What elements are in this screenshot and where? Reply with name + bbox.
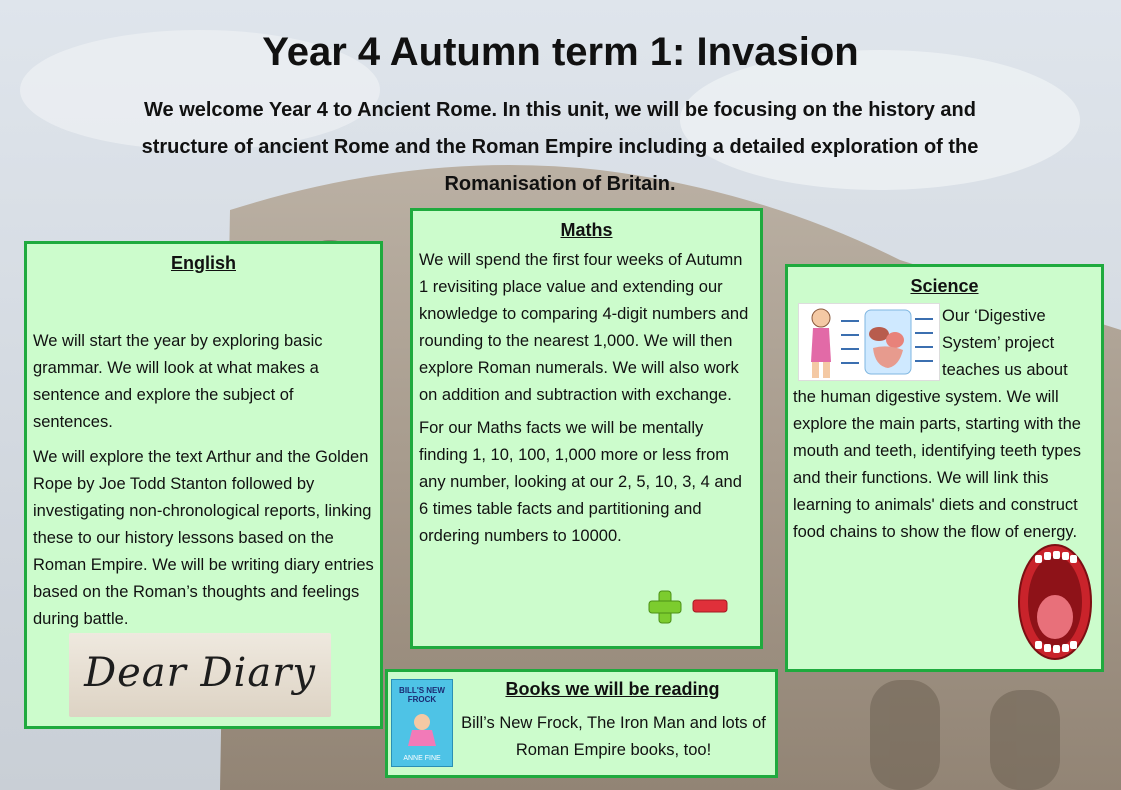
maths-panel [410,208,763,649]
books-panel [385,669,778,778]
books-heading: Books we will be reading [505,679,720,699]
english-panel [24,241,383,729]
digestive-system-diagram [798,303,940,381]
page-title: Year 4 Autumn term 1: Invasion [262,30,859,74]
english-heading: English [170,253,236,273]
plus-icon [649,591,681,623]
maths-paragraph-2: For our Maths facts we will be mentally finding 1, 10, 100, 1,000 more or less from any number, looking at our 2, 5, 10, 3, 4 and 6 times table facts and partitioning and ordering numbers to 10000. [419,419,742,545]
intro-text: We welcome Year 4 to Ancient Rome. In this unit, we will be focusing on the history and structure of ancient Rome and the Roman Empire including a detailed exploration of the Romanisation of Britain. [141,99,979,195]
maths-heading: Maths [560,220,613,240]
science-text-beside-image: Our ‘Digestive System’ project teaches us about [942,307,1068,379]
book-cover-author: ANNE FINE [403,755,441,762]
plus-minus-icons [647,589,737,625]
maths-paragraph-1: We will spend the first four weeks of Autumn 1 revisiting place value and extending our knowledge to comparing 4-digit numbers and rounding to the nearest 1,000. We will then explore Roman numerals. We will also work on addition and subtraction with exchange. [419,251,749,404]
minus-icon [693,600,727,612]
dear-diary-image: Dear Diary [69,633,331,717]
book-cover-image [391,679,453,767]
science-heading: Science [910,276,979,296]
mouth-icon [1017,543,1093,661]
books-text: Bill’s New Frock, The Iron Man and lots of Roman Empire books, too! [461,714,766,759]
english-paragraph-1: We will start the year by exploring basic grammar. We will look at what makes a sentence and explore the subject of sentences. [33,332,323,431]
science-text-below: the human digestive system. We will explore the main parts, starting with the mouth and teeth, identifying teeth types and their functions. We will link this learning to animals' diets and construct food chains to show the flow of energy. [793,388,1082,541]
english-paragraph-2: We will explore the text Arthur and the Golden Rope by Joe Todd Stanton followed by investigating non-chronological reports, linking these to our history lessons based on the Roman Empire. We will be writing diary entries based on the Roman’s thoughts and feelings during battle. [33,448,374,628]
science-panel [785,264,1104,672]
book-cover-title: BILL'S NEW FROCK [399,686,445,704]
